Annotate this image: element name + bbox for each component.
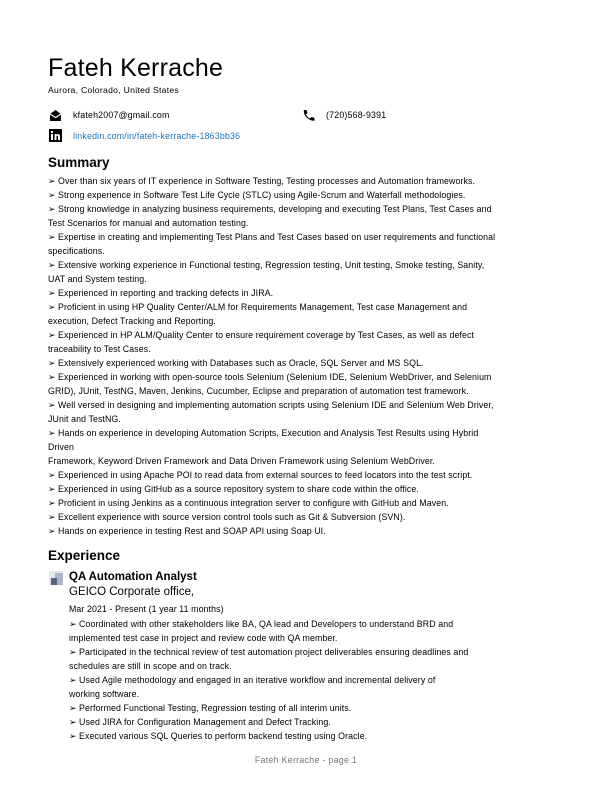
text-line: ➢ Strong experience in Software Test Life Cycle (STLC) using Agile-Scrum and Waterfall methodologies. (48, 190, 466, 200)
job-description (69, 617, 468, 743)
email[interactable]: kfateh2007@gmail.com (73, 110, 170, 120)
text-line: ➢ Expertise in creating and implementing Test Plans and Test Cases based on user requirements and functional (48, 232, 496, 242)
experience-heading: Experience (48, 548, 121, 563)
text-line: UAT and System testing. (48, 274, 147, 284)
job-title: QA Automation Analyst (69, 571, 197, 583)
text-line: ➢ Experienced in working with open-source tools Selenium (Selenium IDE, Selenium WebDriver, and Selenium (48, 372, 492, 382)
job-dates: Mar 2021 - Present (1 year 11 months) (69, 604, 224, 614)
text-line: GRID), JUnit, TestNG, Maven, Jenkins, Cucumber, Eclipse and preparation of automation test framework. (48, 386, 469, 396)
text-line: Test Scenarios for manual and automation testing. (48, 218, 249, 228)
text-line: ➢ Proficient in using Jenkins as a continuous integration server to configure with GitHub and Maven. (48, 498, 449, 508)
phone-icon (302, 109, 315, 122)
text-line: ➢ Experienced in HP ALM/Quality Center to ensure requirement coverage by Test Cases, as well as defect (48, 330, 475, 340)
text-line: ➢ Used JIRA for Configuration Management and Defect Tracking. (69, 717, 331, 727)
text-line: Driven (48, 442, 75, 452)
text-line: ➢ Extensively experienced working with Databases such as Oracle, SQL Server and MS SQL. (48, 358, 424, 368)
text-line: ➢ Experienced in using GitHub as a source repository system to share code within the office. (48, 484, 419, 494)
text-line: ➢ Well versed in designing and implementing automation scripts using Selenium IDE and Selenium Web Driver, (48, 400, 494, 410)
page-footer: Fateh Kerrache - page 1 (254, 755, 358, 765)
text-line: ➢ Used Agile methodology and engaged in an iterative workflow and incremental delivery of (69, 675, 436, 685)
text-line: traceability to Test Cases. (48, 344, 151, 354)
text-line: ➢ Over than six years of IT experience in Software Testing, Testing processes and Automation frameworks. (48, 176, 476, 186)
text-line: ➢ Executed various SQL Queries to perform backend testing using Oracle. (69, 731, 368, 741)
linkedin-link[interactable]: linkedin.com/in/fateh-kerrache-1863bb36 (73, 131, 241, 141)
text-line: ➢ Experienced in reporting and tracking defects in JIRA. (48, 288, 274, 298)
text-line: JUnit and TestNG. (48, 414, 121, 424)
text-line: ➢ Participated in the technical review of test automation project deliverables ensuring deadlines and (69, 647, 469, 657)
text-line: schedules are still in scope and on track. (69, 661, 232, 671)
text-line: ➢ Hands on experience in developing Automation Scripts, Execution and Analysis Test Results using Hybrid (48, 428, 479, 438)
summary-heading: Summary (48, 155, 110, 170)
text-line: ➢ Extensive working experience in Functional testing, Regression testing, Unit testing, Smoke testing, Sanity, (48, 260, 485, 270)
text-line: implemented test case in project and review code with QA member. (69, 633, 338, 643)
email-icon (49, 109, 62, 122)
text-line: ➢ Performed Functional Testing, Regression testing of all interim units. (69, 703, 352, 713)
company-name: GEICO Corporate office, (69, 586, 195, 598)
text-line: ➢ Coordinated with other stakeholders like BA, QA lead and Developers to understand BRD and (69, 619, 454, 629)
location: Aurora, Colorado, United States (48, 85, 180, 95)
text-line: ➢ Hands on experience in testing Rest and SOAP API using Soap UI. (48, 526, 326, 536)
company-logo-icon (49, 571, 63, 585)
text-line: ➢ Strong knowledge in analyzing business requirements, developing and executing Test Plans, Test Cases and (48, 204, 492, 214)
text-line: working software. (69, 689, 140, 699)
text-line: ➢ Proficient in using HP Quality Center/ALM for Requirements Management, Test case Management and (48, 302, 468, 312)
text-line: specifications. (48, 246, 105, 256)
text-line: Framework, Keyword Driven Framework and Data Driven Framework using Selenium WebDriver. (48, 456, 435, 466)
text-line: ➢ Experienced in using Apache POI to read data from external sources to feed locators into the test script. (48, 470, 473, 480)
phone: (720)568-9391 (326, 110, 387, 120)
text-line: execution, Defect Tracking and Reporting. (48, 316, 216, 326)
text-line: ➢ Excellent experience with source version control tools such as Git & Subversion (SVN). (48, 512, 406, 522)
candidate-name: Fateh Kerrache (48, 54, 224, 82)
summary-list (48, 174, 495, 538)
linkedin-icon (49, 129, 62, 142)
